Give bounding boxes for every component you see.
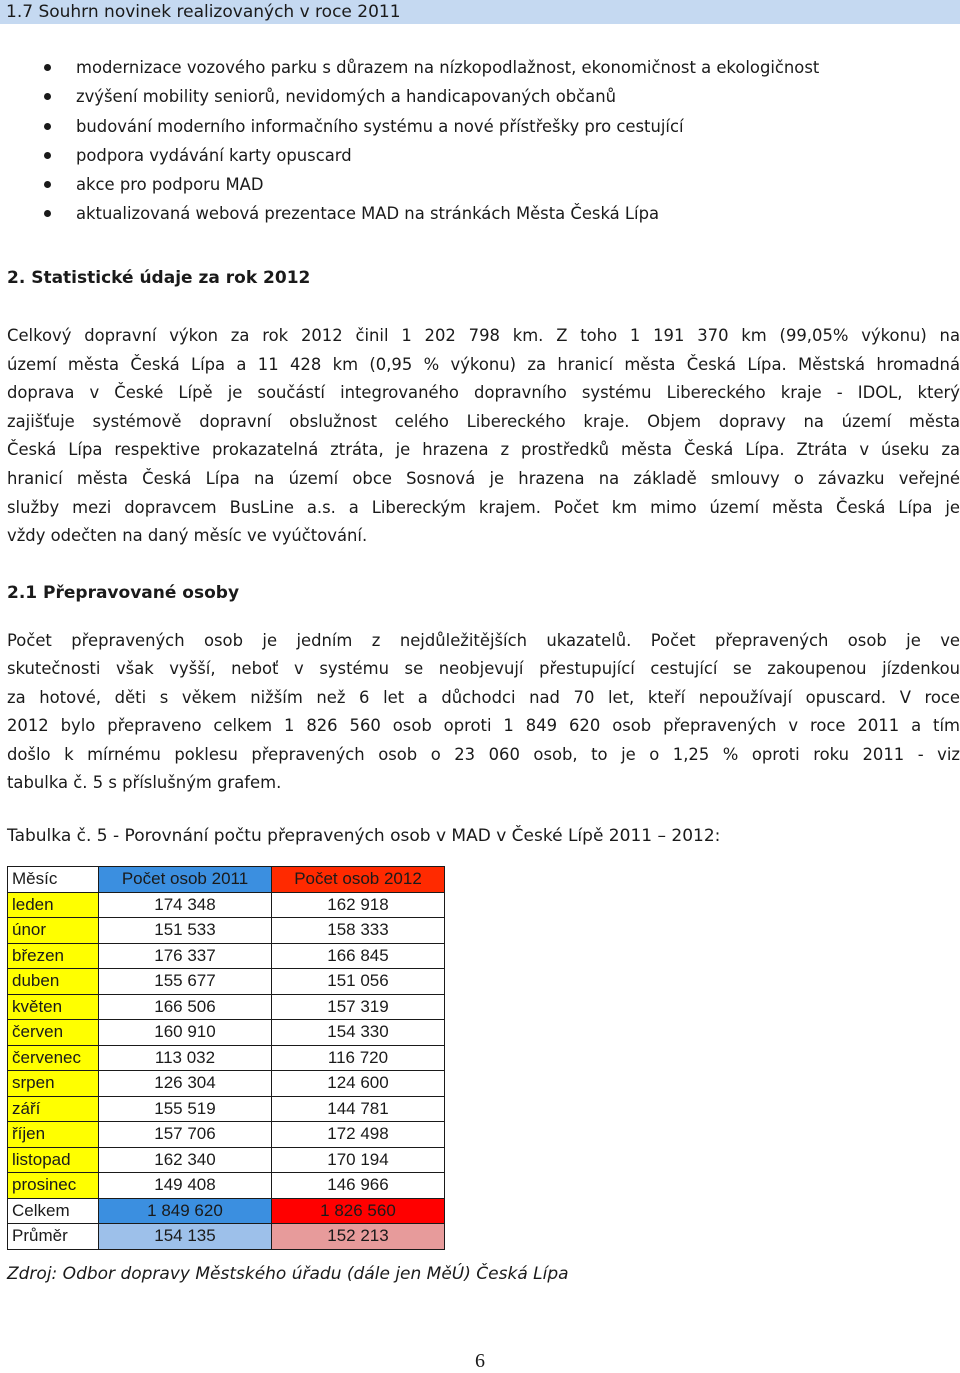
value-2011-cell: 155 677 bbox=[99, 969, 272, 995]
novelties-list bbox=[0, 53, 819, 229]
value-2012-cell: 157 319 bbox=[272, 994, 445, 1020]
value-2012-cell: 162 918 bbox=[272, 892, 445, 918]
section-2-title: 2. Statistické údaje za rok 2012 bbox=[7, 268, 311, 288]
list-item bbox=[0, 112, 819, 141]
value-2011-cell: 162 340 bbox=[99, 1147, 272, 1173]
paragraph-line: Celkový dopravní výkon za rok 2012 činil 1 202 798 km. Z toho 1 191 370 km (99,05% výkonu) na bbox=[7, 326, 960, 345]
value-2012-cell: 170 194 bbox=[272, 1147, 445, 1173]
header-2011: Počet osob 2011 bbox=[99, 867, 272, 893]
table-row bbox=[8, 1071, 445, 1097]
month-cell: únor bbox=[8, 918, 99, 944]
month-cell: leden bbox=[8, 892, 99, 918]
month-cell: březen bbox=[8, 943, 99, 969]
value-2011-cell: 174 348 bbox=[99, 892, 272, 918]
paragraph-line: území města Česká Lípa a 11 428 km (0,95 % výkonu) za hranicí města Česká Lípa. Městská hromadná bbox=[7, 354, 960, 374]
table-row bbox=[8, 1122, 445, 1148]
bullet-icon bbox=[44, 93, 51, 100]
list-item-text: akce pro podporu MAD bbox=[76, 175, 264, 195]
total-label: Celkem bbox=[8, 1198, 99, 1224]
table-row bbox=[8, 1147, 445, 1173]
value-2012-cell: 166 845 bbox=[272, 943, 445, 969]
list-item-text: zvýšení mobility seniorů, nevidomých a handicapovaných občanů bbox=[76, 87, 616, 107]
average-2012: 152 213 bbox=[272, 1224, 445, 1250]
paragraph-line: za hotové, děti s věkem nižším než 6 let a důchodci nad 70 let, kteří nepoužívají opuscard. V roce bbox=[7, 687, 960, 707]
table-row bbox=[8, 994, 445, 1020]
month-cell: říjen bbox=[8, 1122, 99, 1148]
paragraph-line: vždy odečten na daný měsíc ve vyúčtování. bbox=[7, 526, 368, 546]
table-row bbox=[8, 918, 445, 944]
value-2011-cell: 160 910 bbox=[99, 1020, 272, 1046]
value-2012-cell: 144 781 bbox=[272, 1096, 445, 1122]
table-header-row bbox=[8, 867, 445, 893]
value-2011-cell: 155 519 bbox=[99, 1096, 272, 1122]
list-item bbox=[0, 170, 819, 199]
header-month: Měsíc bbox=[8, 867, 99, 893]
list-item-text: aktualizovaná webová prezentace MAD na stránkách Města Česká Lípa bbox=[76, 204, 660, 224]
paragraph-line: zajišťuje systémově dopravní obslužnost celého Libereckého kraje. Objem dopravy na území města bbox=[7, 411, 960, 431]
list-item-text: modernizace vozového parku s důrazem na nízkopodlažnost, ekonomičnost a ekologičnost bbox=[76, 58, 820, 77]
list-item-text: budování moderního informačního systému a nové přístřešky pro cestující bbox=[76, 116, 684, 136]
list-item bbox=[0, 82, 819, 111]
value-2011-cell: 157 706 bbox=[99, 1122, 272, 1148]
value-2011-cell: 149 408 bbox=[99, 1173, 272, 1199]
value-2012-cell: 172 498 bbox=[272, 1122, 445, 1148]
paragraph-line: služby mezi dopravcem BusLine a.s. a Libereckým krajem. Počet km mimo území města Česká Lípa je bbox=[7, 497, 960, 517]
source-note: Zdroj: Odbor dopravy Městského úřadu (dále jen MěÚ) Česká Lípa bbox=[7, 1264, 569, 1284]
paragraph-line: doprava v České Lípě je součástí integrovaného dopravního systému Libereckého kraje - IDOL, který bbox=[7, 383, 960, 403]
value-2012-cell: 116 720 bbox=[272, 1045, 445, 1071]
list-item-text: podpora vydávání karty opuscard bbox=[76, 145, 352, 165]
passengers-table bbox=[7, 866, 445, 1250]
value-2012-cell: 151 056 bbox=[272, 969, 445, 995]
bullet-icon bbox=[44, 152, 51, 159]
table-row bbox=[8, 1045, 445, 1071]
bullet-icon bbox=[44, 181, 51, 188]
list-item bbox=[0, 141, 819, 170]
paragraph-line: 2012 bylo přepraveno celkem 1 826 560 osob oproti 1 849 620 osob přepravených v roce 2011 a tím bbox=[7, 716, 960, 736]
value-2012-cell: 146 966 bbox=[272, 1173, 445, 1199]
month-cell: prosinec bbox=[8, 1173, 99, 1199]
value-2011-cell: 126 304 bbox=[99, 1071, 272, 1097]
month-cell: září bbox=[8, 1096, 99, 1122]
table-caption: Tabulka č. 5 - Porovnání počtu přepravených osob v MAD v České Lípě 2011 – 2012: bbox=[7, 826, 721, 846]
table-row bbox=[8, 969, 445, 995]
month-cell: červenec bbox=[8, 1045, 99, 1071]
table-row bbox=[8, 1173, 445, 1199]
value-2011-cell: 166 506 bbox=[99, 994, 272, 1020]
paragraph-line: Počet přepravených osob je jedním z nejdůležitějších ukazatelů. Počet přepravených osob je ve bbox=[7, 631, 960, 650]
bullet-icon bbox=[44, 210, 51, 217]
section-2-1-paragraph bbox=[7, 627, 960, 797]
month-cell: květen bbox=[8, 994, 99, 1020]
value-2012-cell: 154 330 bbox=[272, 1020, 445, 1046]
value-2011-cell: 113 032 bbox=[99, 1045, 272, 1071]
table-row bbox=[8, 943, 445, 969]
average-2011: 154 135 bbox=[99, 1224, 272, 1250]
table-row bbox=[8, 1096, 445, 1122]
list-item bbox=[0, 53, 819, 82]
paragraph-line: došlo k mírnému poklesu přepravených osob o 23 060 osob, to je o 1,25 % oproti roku 2011 - viz bbox=[7, 744, 960, 764]
page-number: 6 bbox=[475, 1350, 485, 1372]
bullet-icon bbox=[44, 123, 51, 130]
table-total-row bbox=[8, 1198, 445, 1224]
paragraph-line: tabulka č. 5 s příslušným grafem. bbox=[7, 773, 282, 793]
value-2011-cell: 151 533 bbox=[99, 918, 272, 944]
total-2011: 1 849 620 bbox=[99, 1198, 272, 1224]
month-cell: duben bbox=[8, 969, 99, 995]
table-average-row bbox=[8, 1224, 445, 1250]
section-heading: 1.7 Souhrn novinek realizovaných v roce 2011 bbox=[0, 0, 960, 24]
paragraph-line: hranicí města Česká Lípa na území obce Sosnová je hrazena na základě smlouvy o závazku veřejné bbox=[7, 468, 960, 488]
section-2-1-title: 2.1 Přepravované osoby bbox=[7, 583, 240, 603]
month-cell: srpen bbox=[8, 1071, 99, 1097]
value-2011-cell: 176 337 bbox=[99, 943, 272, 969]
value-2012-cell: 158 333 bbox=[272, 918, 445, 944]
list-item bbox=[0, 199, 819, 228]
total-2012: 1 826 560 bbox=[272, 1198, 445, 1224]
month-cell: listopad bbox=[8, 1147, 99, 1173]
paragraph-line: Česká Lípa respektive prokazatelná ztráta, je hrazena z prostředků města Česká Lípa. Ztráta v úseku za bbox=[7, 440, 960, 460]
average-label: Průměr bbox=[8, 1224, 99, 1250]
paragraph-line: skutečnosti však vyšší, neboť v systému se neobjevují přestupující cestující se zakoupenou jízdenkou bbox=[7, 659, 960, 679]
table-row bbox=[8, 1020, 445, 1046]
table-row bbox=[8, 892, 445, 918]
value-2012-cell: 124 600 bbox=[272, 1071, 445, 1097]
month-cell: červen bbox=[8, 1020, 99, 1046]
section-2-paragraph bbox=[7, 322, 960, 551]
bullet-icon bbox=[44, 64, 51, 71]
header-2012: Počet osob 2012 bbox=[272, 867, 445, 893]
